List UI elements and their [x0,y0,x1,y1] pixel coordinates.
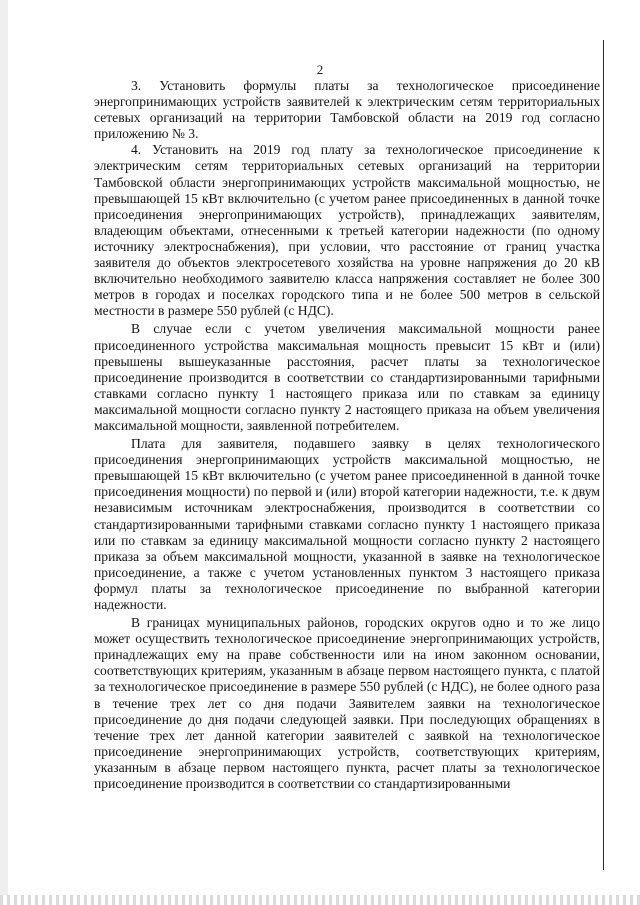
paragraph-item-3: 3. Установить формулы платы за технологическое присоединение энергопринимающих устройств заявителей к электрическим сетям территориальных сетевых организаций на территории Тамбовской области на 2019 год согласно приложению № 3. [94,78,600,142]
scan-left-edge [0,0,8,905]
paragraph-item-4: 4. Установить на 2019 год плату за технологическое присоединение к электрическим сетям территориальных сетевых организаций на территории Тамбовской области энергопринимающих устройств максимальной мощностью, не превышающей 15 кВт включительно (с учетом ранее присоединенных в данной точке присоединения энергопринимающих устройств), принадлежащих заявителям, владеющим объектами, отнесенными к третьей категории надежности (по одному источнику электроснабжения), при условии, что расстояние от границ участка заявителя до объектов электросетевого хозяйства на уровне напряжения до 20 кВ включительно необходимого заявителю класса напряжения составляет не более 300 метров в городах и поселках городского типа и не более 500 метров в сельской местности в размере 550 рублей (с НДС). [94,142,600,319]
paragraph-capacity-increase: В случае если с учетом увеличения максимальной мощности ранее присоединенного устройства максимальная мощность превысит 15 кВт и (или) превышены вышеуказанные расстояния, расчет платы за технологическое присоединение производится в соответствии со стандартизированными тарифными ставками согласно пункту 1 настоящего приказа или по ставкам за единицу максимальной мощности согласно пункту 2 настоящего приказа на объем увеличения максимальной мощности, заявленной потребителем. [94,321,600,433]
page-number: 2 [316,62,324,77]
document-body [94,78,600,792]
paragraph-municipal-limits: В границах муниципальных районов, городских округов одно и то же лицо может осуществить технологическое присоединение энергопринимающих устройств, принадлежащих ему на праве собственности или на ином законном основании, соответствующих критериям, указанным в абзаце первом настоящего пункта, с платой за технологическое присоединение в размере 550 рублей (с НДС), не более одного раза в течение трех лет со дня подачи Заявителем заявки на технологическое присоединение до дня подачи следующей заявки. При последующих обращениях в течение трех лет данной категории заявителей с заявкой на технологическое присоединение энергопринимающих устройств, соответствующих критериям, указанным в абзаце первом настоящего пункта, расчет платы за технологическое присоединение производится в соответствии со стандартизированными [94,615,600,792]
paragraph-reliability-category: Плата для заявителя, подавшего заявку в целях технологического присоединения энергопринимающих устройств максимальной мощностью, не превышающей 15 кВт включительно (с учетом ранее присоединенной в данной точке присоединения мощности) по первой и (или) второй категории надежности, т.е. к двум независимым источникам электроснабжения, производится в соответствии со стандартизированными тарифными ставками согласно пункту 1 настоящего приказа или по ставкам за единицу максимальной мощности согласно пункту 2 настоящего приказа за объем максимальной мощности, указанной в заявке на технологическое присоединение, а также с учетом установленных пунктом 3 настоящего приказа формул платы за технологическое присоединение по выбранной категории надежности. [94,436,600,612]
scan-bottom-edge [0,895,640,905]
scan-right-rule [603,40,604,870]
